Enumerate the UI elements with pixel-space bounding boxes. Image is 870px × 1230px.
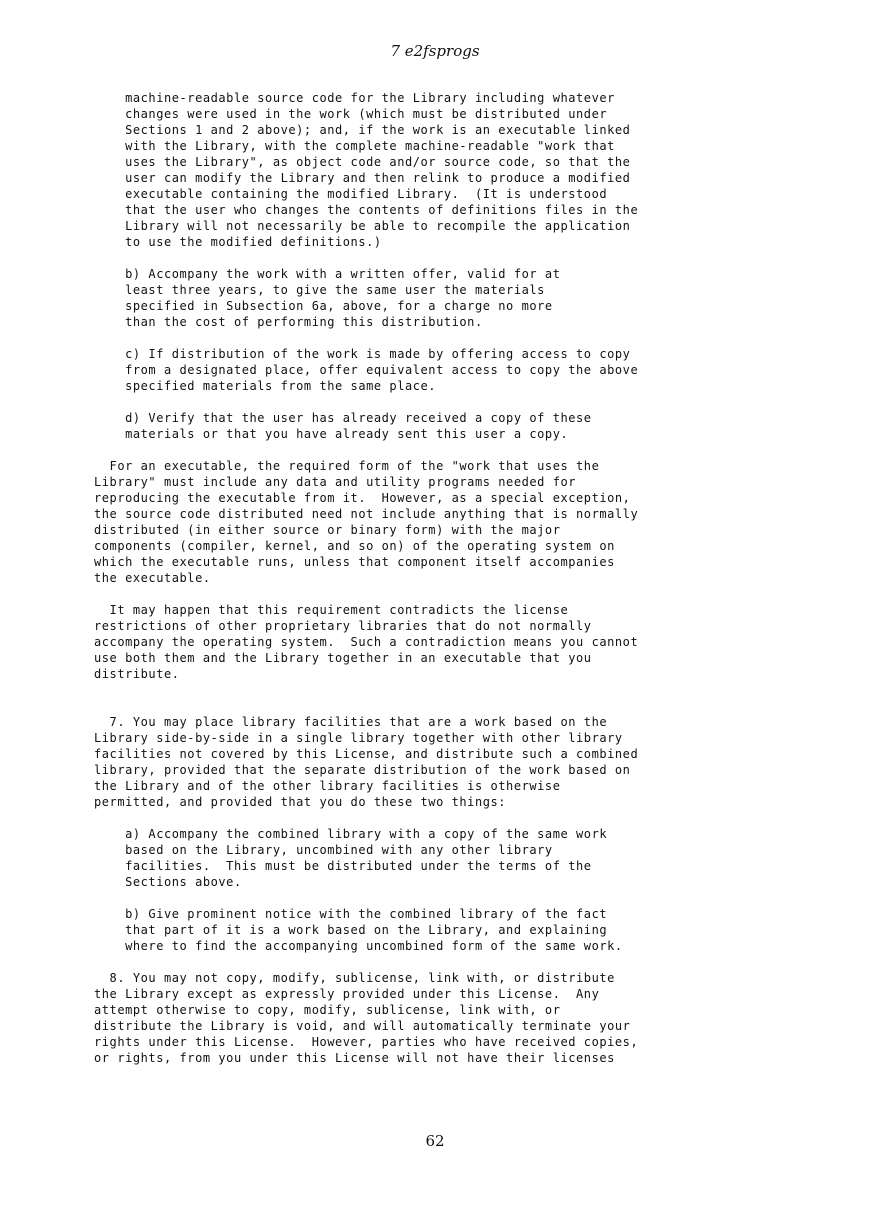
page-number: 62 [425, 1132, 445, 1150]
license-body-text: machine-readable source code for the Library including whatever changes were used in the work (which must be distributed under Sections 1 and 2 above); and, if the work is an executable linked with the Library, with the complete machine-readable "work that uses the Library", as object code and/or source code, so that the user can modify the Library and then relink to produce a modified executable containing the modified Library. (It is understood that the user who changes the contents of definitions files in the Library will not necessarily be able to recompile the application to use the modified definitions.) b) Accompany the work with a written offer, valid for at least three years, to give the same user the materials specified in Subsection 6a, above, for a charge no more than the cost of performing this distribution. c) If distribution of the work is made by offering access to copy from a designated place, offer equivalent access to copy the above specified materials from the same place. d) Verify that the user has already received a copy of these materials or that you have already sent this user a copy. For an executable, the required form of the "work that uses the Library" must include any data and utility programs needed for reproducing the executable from it. However, as a special exception, the source code distributed need not include anything that is normally distributed (in either source or binary form) with the major components (compiler, kernel, and so on) of the operating system on which the executable runs, unless that component itself accompanies the executable. It may happen that this requirement contradicts the license restrictions of other proprietary libraries that do not normally accompany the operating system. Such a contradiction means you cannot use both them and the Library together in an executable that you distribute. 7. You may place library facilities that are a work based on the Library side-by-side in a single library together with other library facilities not covered by this License, and distribute such a combined library, provided that the separate distribution of the work based on the Library and of the other library facilities is otherwise permitted, and provided that you do these two things: a) Accompany the combined library with a copy of the same work based on the Library, uncombined with any other library facilities. This must be distributed under the terms of the Sections above. b) Give prominent notice with the combined library of the fact that part of it is a work based on the Library, and explaining where to find the accompanying uncombined form of the same work. 8. You may not copy, modify, sublicense, link with, or distribute the Library except as expressly provided under this License. Any attempt otherwise to copy, modify, sublicense, link with, or distribute the Library is void, and will automatically terminate your rights under this License. However, parties who have received copies, or rights, from you under this License will not have their licenses [94, 91, 639, 1065]
running-header: 7 e2fsprogs [390, 42, 480, 60]
